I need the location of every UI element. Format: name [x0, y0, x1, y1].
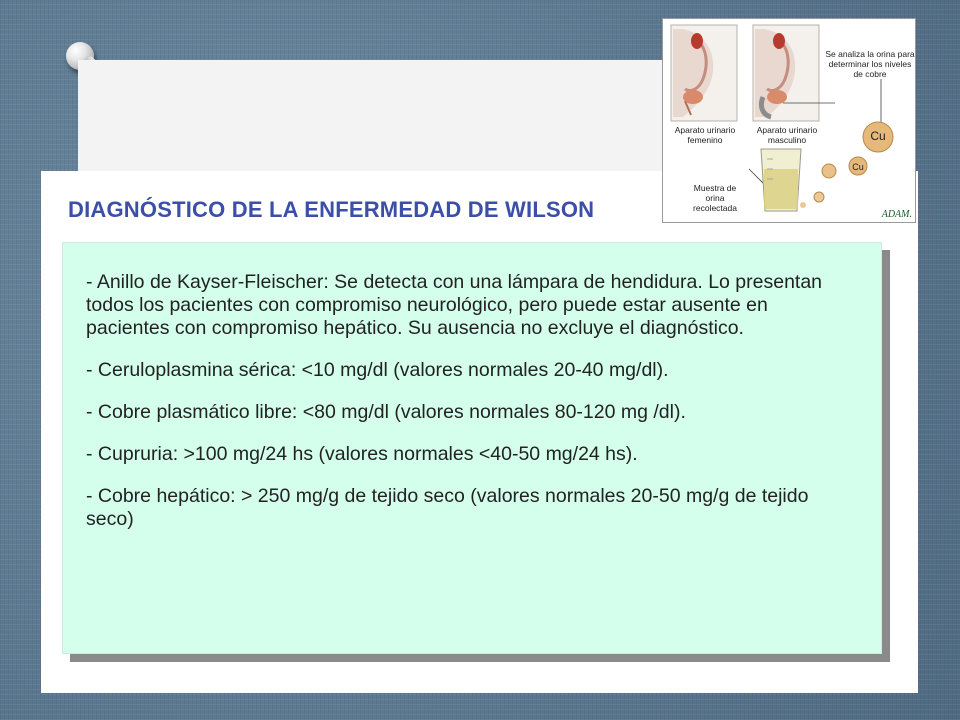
adam-logo: ADAM.	[881, 209, 912, 220]
criterion-free-copper: - Cobre plasmático libre: <80 mg/dl (valores normales 80-120 mg /dl).	[86, 401, 686, 423]
urine-sample-label: Muestra de orina recolectada	[693, 183, 737, 213]
criterion-hepatic-copper: - Cobre hepático: > 250 mg/g de tejido seco (valores normales 20-50 mg/g de tejido seco)	[86, 485, 809, 530]
analysis-label: Se analiza la orina para determinar los niveles de cobre	[825, 49, 915, 79]
urine-copper-test-illustration	[662, 18, 916, 223]
copper-symbol-small: Cu	[852, 162, 864, 172]
criterion-ceruloplasmin: - Ceruloplasmina sérica: <10 mg/dl (valores normales 20-40 mg/dl).	[86, 359, 669, 381]
male-urinary-label: Aparato urinario masculino	[756, 125, 818, 145]
copper-symbol-large: Cu	[870, 129, 886, 143]
female-urinary-label: Aparato urinario femenino	[674, 125, 736, 145]
criteria-box	[62, 242, 882, 654]
slide-title: DIAGNÓSTICO DE LA ENFERMEDAD DE WILSON	[68, 197, 595, 222]
criterion-cupruria: - Cupruria: >100 mg/24 hs (valores normales <40-50 mg/24 hs).	[86, 443, 638, 465]
criterion-kayser-fleischer: - Anillo de Kayser-Fleischer: Se detecta con una lámpara de hendidura. Lo presentan todos los pacientes con compromiso neurológico, pero puede estar ausente en pacientes con compromiso hepático. Su ausencia no excluye el diagnóstico.	[86, 271, 823, 339]
